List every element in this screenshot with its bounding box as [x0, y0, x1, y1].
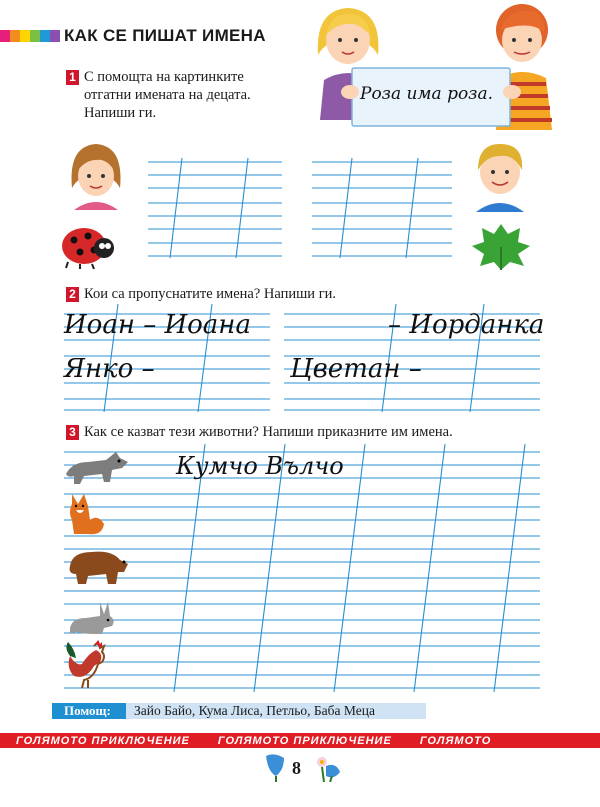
task1-text-line1: С помощта на картинките	[84, 69, 244, 85]
page-number: 8	[292, 758, 301, 778]
help-label: Помощ:	[52, 703, 138, 719]
footer-strip	[0, 733, 600, 748]
bear-icon	[64, 544, 130, 588]
footer-strip-text-2: ГОЛЯМОТО ПРИКЛЮЧЕНИЕ	[217, 734, 392, 747]
fox-icon	[64, 490, 110, 538]
task2-text: Кои са пропуснатите имена? Напиши ги.	[84, 286, 337, 302]
footer-strip-text-3: ГОЛЯМОТО	[419, 734, 492, 747]
task1-text-line3: Напиши ги.	[84, 105, 157, 121]
task2-row1-left: Иоан – Иоана	[64, 310, 251, 340]
blue-bell-flower-icon	[262, 752, 288, 782]
rabbit-icon	[64, 598, 118, 638]
task2-row1-right: – Иорданка	[388, 310, 545, 340]
footer-strip-text-1: ГОЛЯМОТО ПРИКЛЮЧЕНИЕ	[16, 734, 190, 747]
page-title: КАК СЕ ПИШАТ ИМЕНА	[64, 26, 266, 45]
sign-text: Роза има роза.	[360, 84, 493, 104]
flowers-icon	[312, 752, 342, 782]
task3-text: Как се казват тези животни? Напиши приказните им имена.	[84, 424, 453, 440]
task2-row2-right: Цветан –	[290, 354, 422, 384]
task2-number: 2	[66, 287, 79, 302]
task1-number: 1	[66, 70, 79, 85]
task1-text-line2: отгатни имената на децата.	[84, 87, 251, 103]
wolf-icon	[62, 448, 130, 488]
rooster-icon	[64, 640, 110, 692]
task2-row2-left: Янко –	[64, 354, 155, 384]
help-text: Зайо Байо, Кума Лиса, Петльо, Баба Меца	[126, 703, 426, 719]
task3-number: 3	[66, 425, 79, 440]
task3-example: Кумчо Вълчо	[176, 452, 344, 480]
